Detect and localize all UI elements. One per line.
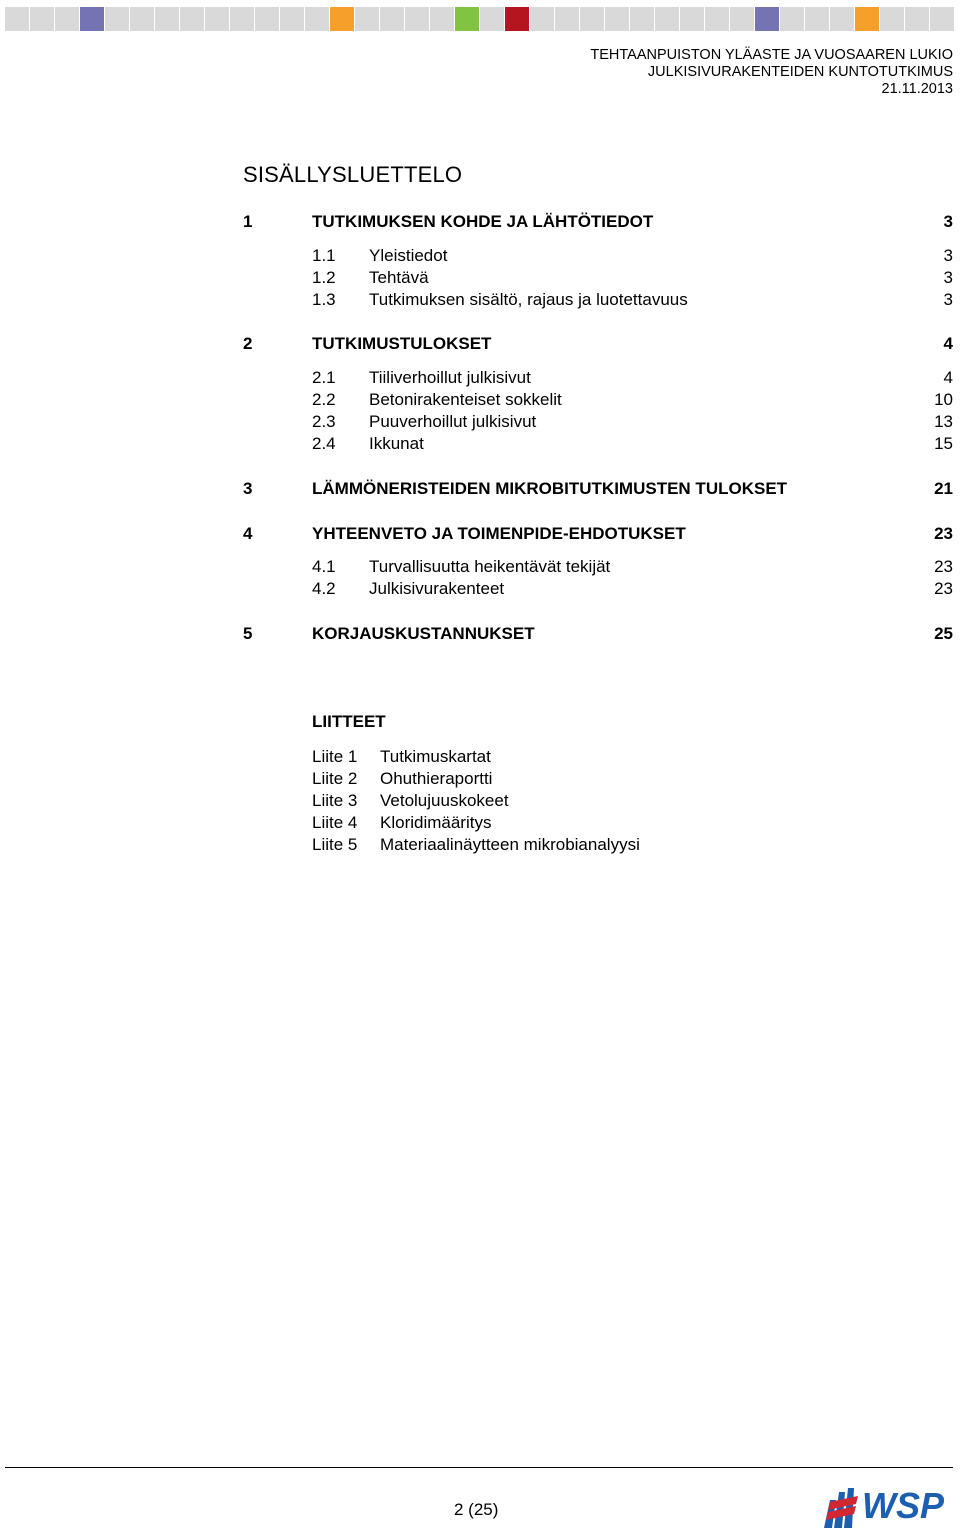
header-date: 21.11.2013 xyxy=(881,81,953,97)
band-square xyxy=(355,7,379,31)
band-square xyxy=(130,7,154,31)
toc-entry-number: 1.2 xyxy=(312,268,336,287)
appendix-text: Vetolujuuskokeet xyxy=(380,791,509,810)
toc-entry-page: 23 xyxy=(934,524,953,543)
toc-entry-number: 2.4 xyxy=(312,434,336,453)
header-line-2: JULKISIVURAKENTEIDEN KUNTOTUTKIMUS xyxy=(647,64,953,80)
band-square xyxy=(430,7,454,31)
band-square xyxy=(230,7,254,31)
band-square xyxy=(505,7,529,31)
toc-entry-title: Betonirakenteiset sokkelit xyxy=(369,390,562,409)
toc-entry[interactable] xyxy=(243,579,953,601)
toc-entry[interactable] xyxy=(243,524,953,546)
appendix-text: Materiaalinäytteen mikrobianalyysi xyxy=(380,835,640,854)
band-square xyxy=(780,7,804,31)
header-line-1: TEHTAANPUISTON YLÄASTE JA VUOSAAREN LUKIO xyxy=(590,47,953,63)
band-square xyxy=(655,7,679,31)
toc-entry-number: 4 xyxy=(243,524,253,543)
toc-entry[interactable] xyxy=(243,390,953,412)
band-square xyxy=(855,7,879,31)
toc-entry-page: 4 xyxy=(943,368,953,387)
toc-entry-title: YHTEENVETO JA TOIMENPIDE-EHDOTUKSET xyxy=(312,524,686,543)
toc-entry-page: 13 xyxy=(934,412,953,431)
toc-title: SISÄLLYSLUETTELO xyxy=(243,162,463,187)
band-square xyxy=(255,7,279,31)
toc-entry-title: Ikkunat xyxy=(369,434,424,453)
toc-entry-page: 25 xyxy=(934,624,953,643)
band-square xyxy=(330,7,354,31)
band-square xyxy=(280,7,304,31)
toc-entry-title: TUTKIMUSTULOKSET xyxy=(312,334,492,353)
band-square xyxy=(755,7,779,31)
toc-entry[interactable] xyxy=(243,268,953,290)
toc-entry[interactable] xyxy=(243,479,953,501)
toc-entry-number: 1.1 xyxy=(312,246,336,265)
toc-entry-number: 2.1 xyxy=(312,368,336,387)
band-square xyxy=(80,7,104,31)
band-square xyxy=(105,7,129,31)
band-square xyxy=(730,7,754,31)
band-square xyxy=(55,7,79,31)
band-square xyxy=(605,7,629,31)
toc-entry-page: 21 xyxy=(934,479,953,498)
toc-entry-number: 2 xyxy=(243,334,253,353)
band-square xyxy=(705,7,729,31)
toc-entry-number: 2.2 xyxy=(312,390,336,409)
band-square xyxy=(830,7,854,31)
logo-stripes-icon xyxy=(824,1488,858,1528)
toc-entry-number: 5 xyxy=(243,624,253,643)
toc-entry-page: 3 xyxy=(943,246,953,265)
band-square xyxy=(305,7,329,31)
toc-entry[interactable] xyxy=(243,434,953,456)
toc-entry[interactable] xyxy=(243,368,953,390)
toc-entry-title: KORJAUSKUSTANNUKSET xyxy=(312,624,535,643)
toc-entry[interactable] xyxy=(243,290,953,312)
band-square xyxy=(455,7,479,31)
toc-entry[interactable] xyxy=(243,212,953,234)
band-square xyxy=(405,7,429,31)
page-number: 2 (25) xyxy=(454,1500,499,1519)
toc-entry-number: 2.3 xyxy=(312,412,336,431)
appendix-label: Liite 3 xyxy=(312,791,358,810)
toc-entry-page: 3 xyxy=(943,290,953,309)
appendix-label: Liite 2 xyxy=(312,769,358,788)
toc-entry-title: LÄMMÖNERISTEIDEN MIKROBITUTKIMUSTEN TULOKSET xyxy=(312,479,788,498)
band-square xyxy=(155,7,179,31)
appendix-label: Liite 1 xyxy=(312,747,358,766)
toc-entry-page: 4 xyxy=(943,334,953,353)
document-header xyxy=(590,47,953,98)
band-square xyxy=(905,7,929,31)
toc-entry-title: Yleistiedot xyxy=(369,246,448,265)
appendix-label: Liite 4 xyxy=(312,813,358,832)
toc-entry-number: 1 xyxy=(243,212,253,231)
toc-entry-number: 4.2 xyxy=(312,579,336,598)
toc-entry[interactable] xyxy=(243,412,953,434)
band-square xyxy=(380,7,404,31)
toc-entry-page: 3 xyxy=(943,212,953,231)
toc-entry-page: 3 xyxy=(943,268,953,287)
band-square xyxy=(555,7,579,31)
toc-entry-title: Turvallisuutta heikentävät tekijät xyxy=(369,557,611,576)
toc-entry-title: TUTKIMUKSEN KOHDE JA LÄHTÖTIEDOT xyxy=(312,212,654,231)
toc-entry-number: 3 xyxy=(243,479,253,498)
band-square xyxy=(805,7,829,31)
band-square xyxy=(580,7,604,31)
band-square xyxy=(880,7,904,31)
color-band xyxy=(5,7,955,31)
toc-entry-page: 23 xyxy=(934,579,953,598)
toc-entry-page: 10 xyxy=(934,390,953,409)
band-square xyxy=(180,7,204,31)
toc-entry-number: 4.1 xyxy=(312,557,336,576)
band-square xyxy=(530,7,554,31)
appendices-title: LIITTEET xyxy=(312,712,386,731)
toc-entry-title: Puuverhoillut julkisivut xyxy=(369,412,537,431)
appendix-text: Kloridimääritys xyxy=(380,813,492,832)
toc-entry-title: Julkisivurakenteet xyxy=(369,579,505,598)
logo-wordmark: WSP xyxy=(862,1485,945,1526)
appendix-text: Ohuthieraportti xyxy=(380,769,493,788)
band-square xyxy=(930,7,954,31)
appendix-text: Tutkimuskartat xyxy=(380,747,491,766)
wsp-logo xyxy=(822,1480,956,1530)
footer-divider xyxy=(5,1467,953,1468)
toc-entry-number: 1.3 xyxy=(312,290,336,309)
toc-entry-page: 15 xyxy=(934,434,953,453)
toc-entry-title: Tiiliverhoillut julkisivut xyxy=(369,368,531,387)
band-square xyxy=(205,7,229,31)
toc-entry-title: Tehtävä xyxy=(369,268,429,287)
band-square xyxy=(5,7,29,31)
toc-entry[interactable] xyxy=(243,334,953,356)
toc-entry[interactable] xyxy=(243,557,953,579)
band-square xyxy=(30,7,54,31)
toc-entry[interactable] xyxy=(243,624,953,646)
band-square xyxy=(680,7,704,31)
band-square xyxy=(630,7,654,31)
toc-entry-page: 23 xyxy=(934,557,953,576)
toc-entry-title: Tutkimuksen sisältö, rajaus ja luotettavuus xyxy=(369,290,688,309)
appendix-label: Liite 5 xyxy=(312,835,358,854)
toc-entry[interactable] xyxy=(243,246,953,268)
band-square xyxy=(480,7,504,31)
